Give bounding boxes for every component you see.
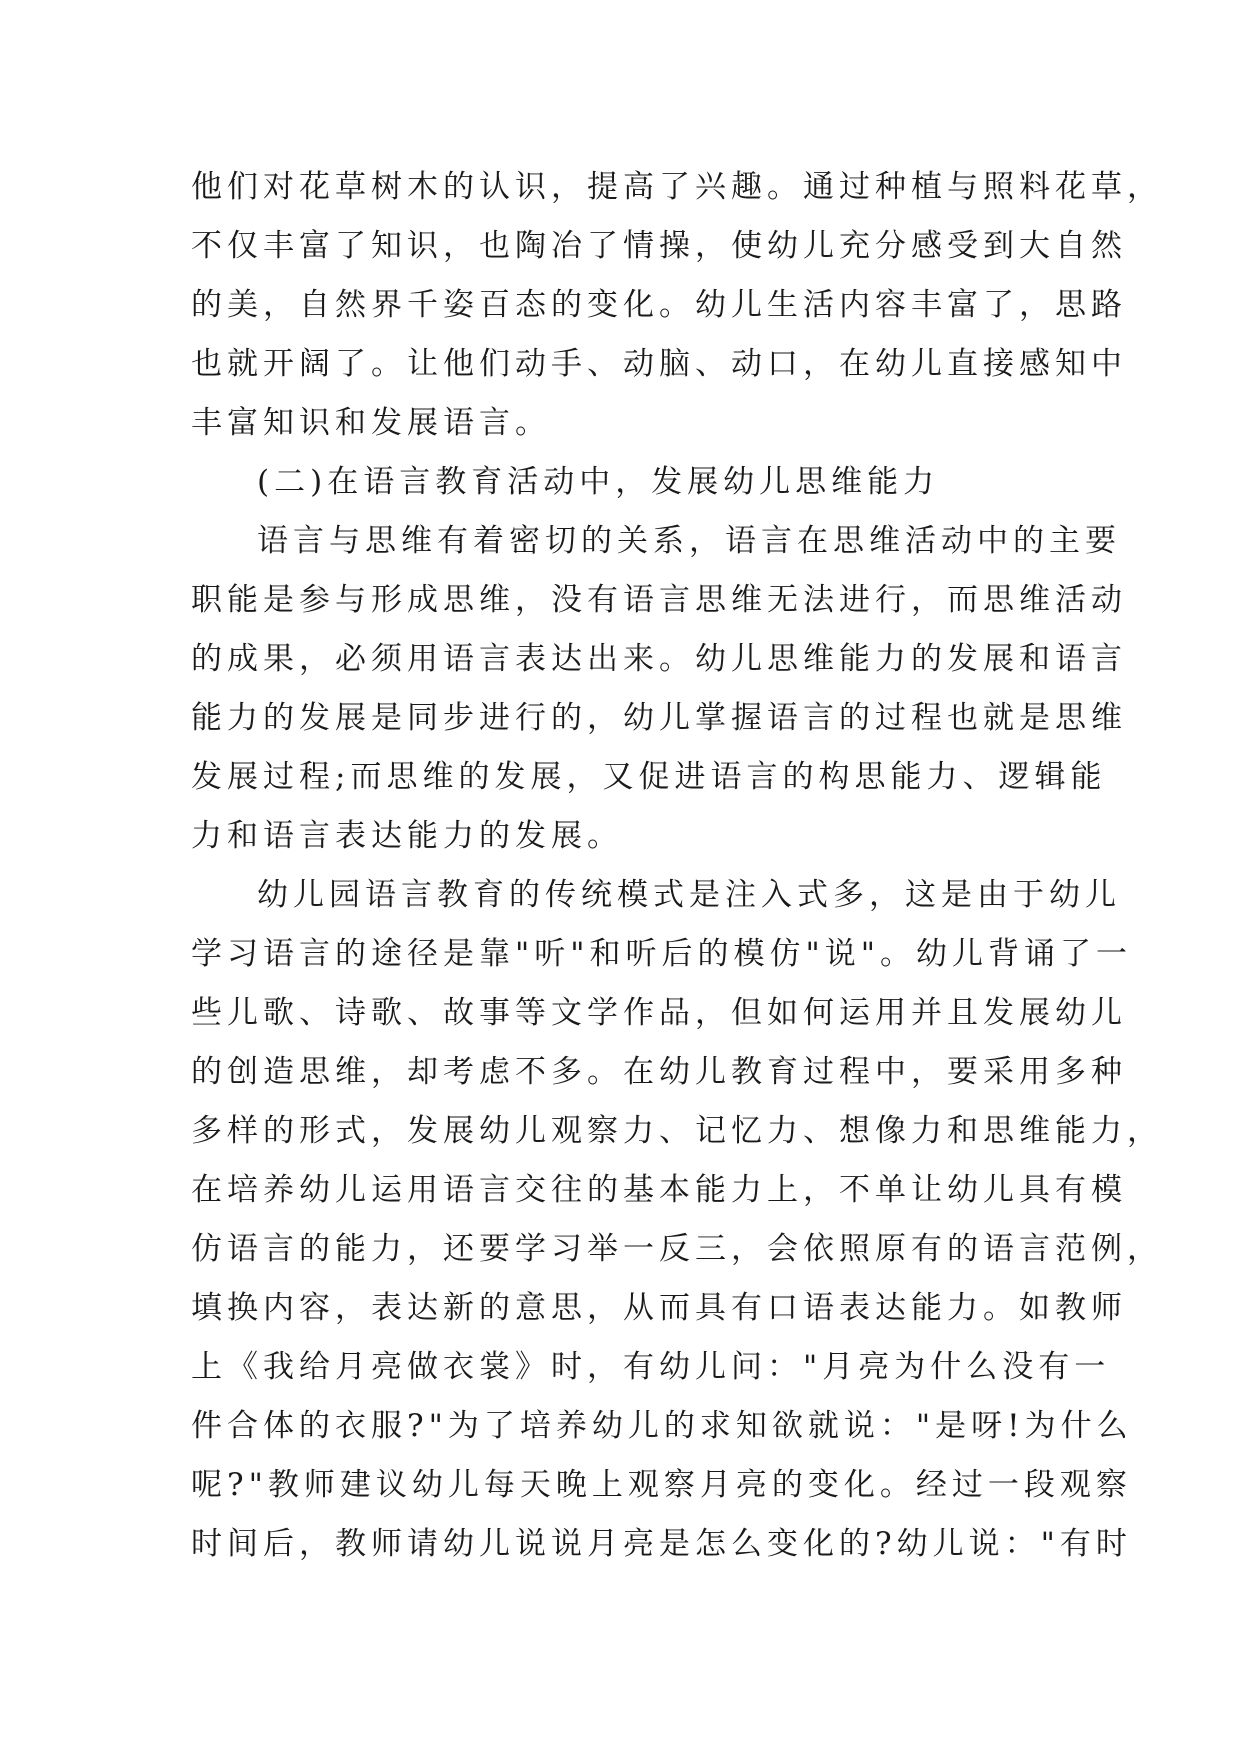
text-line: 发展过程;而思维的发展，又促进语言的构思能力、逻辑能: [191, 759, 1107, 795]
text-line: 能力的发展是同步进行的，幼儿掌握语言的过程也就是思维: [191, 700, 1127, 736]
text-line: 件合体的衣服?"为了培养幼儿的求知欲就说："是呀!为什么: [191, 1408, 1133, 1444]
text-line: 的创造思维，却考虑不多。在幼儿教育过程中，要采用多种: [191, 1054, 1127, 1090]
text-line: 丰富知识和发展语言。: [191, 405, 551, 441]
text-line: 时间后，教师请幼儿说说月亮是怎么变化的?幼儿说："有时: [191, 1526, 1132, 1562]
text-line: 在培养幼儿运用语言交往的基本能力上，不单让幼儿具有模: [191, 1172, 1127, 1208]
text-line: 学习语言的途径是靠"听"和听后的模仿"说"。幼儿背诵了一: [191, 936, 1133, 972]
paragraph-1: [191, 158, 1163, 453]
text-line: 填换内容，表达新的意思，从而具有口语表达能力。如教师: [191, 1290, 1127, 1326]
text-line: 的成果，必须用语言表达出来。幼儿思维能力的发展和语言: [191, 641, 1127, 677]
text-line: 多样的形式，发展幼儿观察力、记忆力、想像力和思维能力，: [191, 1113, 1163, 1149]
document-body: [191, 158, 1163, 1574]
paragraph-2: [191, 512, 1127, 866]
paragraph-3: [191, 866, 1163, 1574]
text-line: 他们对花草树木的认识，提高了兴趣。通过种植与照料花草，: [191, 169, 1163, 205]
text-line: 的美，自然界千姿百态的变化。幼儿生活内容丰富了，思路: [191, 287, 1127, 323]
text-line: 上《我给月亮做衣裳》时，有幼儿问："月亮为什么没有一: [191, 1349, 1111, 1385]
text-line: 职能是参与形成思维，没有语言思维无法进行，而思维活动: [191, 582, 1127, 618]
text-line: 些儿歌、诗歌、故事等文学作品，但如何运用并且发展幼儿: [191, 995, 1127, 1031]
section-heading: [191, 453, 1051, 512]
text-line: 幼儿园语言教育的传统模式是注入式多，这是由于幼儿: [257, 877, 1121, 913]
text-line: 呢?"教师建议幼儿每天晚上观察月亮的变化。经过一段观察: [191, 1467, 1132, 1503]
text-line: 不仅丰富了知识，也陶冶了情操，使幼儿充分感受到大自然: [191, 228, 1127, 264]
section-heading-text: (二)在语言教育活动中，发展幼儿思维能力: [257, 464, 940, 500]
text-line: 仿语言的能力，还要学习举一反三，会依照原有的语言范例，: [191, 1231, 1163, 1267]
text-line: 力和语言表达能力的发展。: [191, 818, 623, 854]
text-line: 语言与思维有着密切的关系，语言在思维活动中的主要: [257, 523, 1121, 559]
text-line: 也就开阔了。让他们动手、动脑、动口，在幼儿直接感知中: [191, 346, 1127, 382]
